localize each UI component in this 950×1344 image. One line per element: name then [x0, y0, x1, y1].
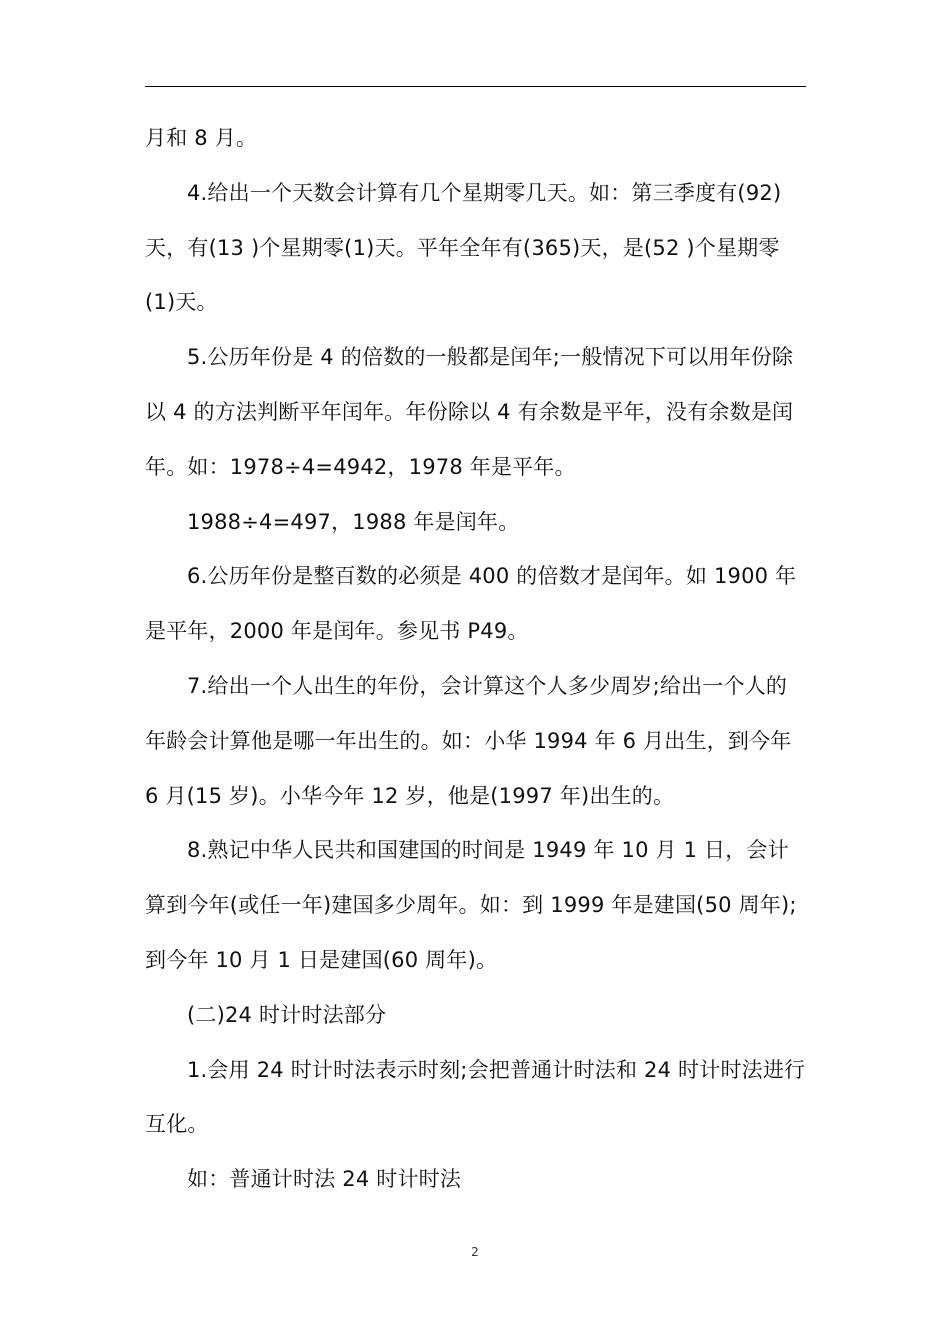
- paragraph-example-header: 如：普通计时法 24 时计时法: [187, 1167, 462, 1192]
- body-text: [145, 111, 806, 1207]
- paragraph-example-1988: 1988÷4=497，1988 年是闰年。: [187, 509, 520, 534]
- paragraph-continuation: 月和 8 月。: [145, 126, 258, 150]
- paragraph-item-4: 4.给出一个天数会计算有几个星期零几天。如：第三季度有(92)天，有(13 )个星期零(1)天。平年全年有(365)天，是(52 )个星期零(1)天。: [145, 180, 782, 315]
- paragraph-item-7: 7.给出一个人出生的年份，会计算这个人多少周岁;给出一个人的年龄会计算他是哪一年出生的。如：小华 1994 年 6 月出生，到今年 6 月(15 岁)。小华今年 12 岁，他是(1997 年)出生的。: [145, 673, 792, 808]
- paragraph-item-6: 6.公历年份是整百数的必须是 400 的倍数才是闰年。如 1900 年是平年，2000 年是闰年。参见书 P49。: [145, 564, 797, 644]
- paragraph-item-8: 8.熟记中华人民共和国建国的时间是 1949 年 10 月 1 日，会计算到今年(或任一年)建国多少周年。如：到 1999 年是建国(50 周年);到今年 10 月 1 日是建国(60 周年)。: [145, 838, 797, 972]
- page-number: 2: [471, 1245, 479, 1259]
- header-rule: [145, 86, 806, 87]
- paragraph-24-hour-item-1: 1.会用 24 时计时法表示时刻;会把普通计时法和 24 时计时法进行互化。: [145, 1057, 806, 1137]
- paragraph-item-5: 5.公历年份是 4 的倍数的一般都是闰年;一般情况下可以用年份除以 4 的方法判断平年闰年。年份除以 4 有余数是平年，没有余数是闰年。如：1978÷4=4942，1978 年是平年。: [145, 345, 794, 479]
- section-heading-24-hour: (二)24 时计时法部分: [187, 1002, 387, 1027]
